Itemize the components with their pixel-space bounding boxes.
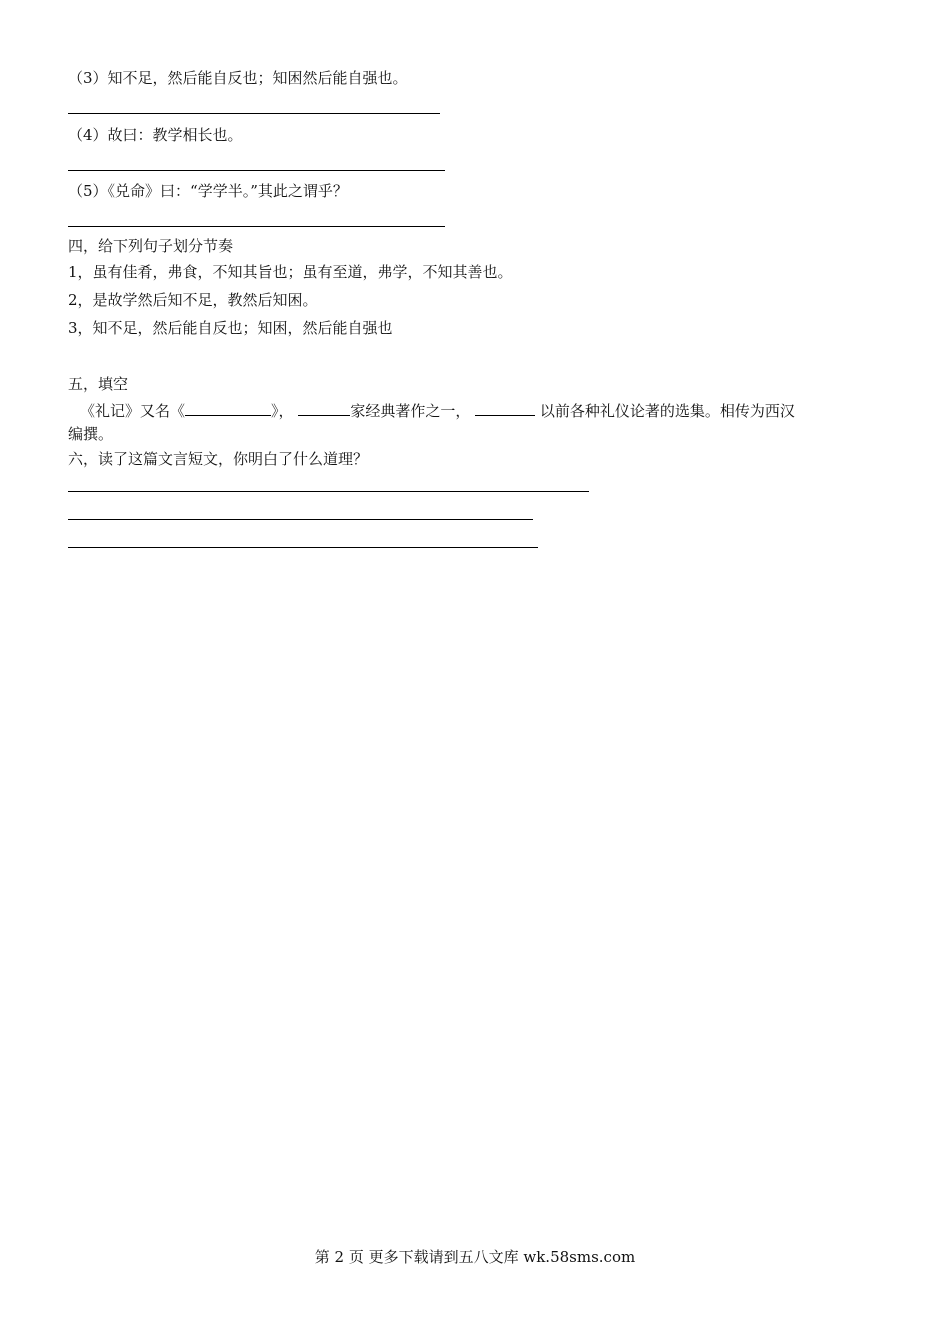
section-4-item-3: 3，知不足，然后能自反也；知困，然后能自强也	[68, 319, 393, 337]
fill-text-4: 以前各种礼仪论著的选集。相传为西汉	[535, 402, 795, 420]
fill-text-1: 《礼记》又名《	[80, 402, 186, 420]
answer-line-6c[interactable]	[68, 547, 538, 548]
fill-text-5: 编撰。	[68, 425, 114, 443]
answer-line-5[interactable]	[68, 226, 445, 227]
blank-alt-name[interactable]	[185, 399, 271, 416]
page-footer: 第 2 页 更多下载请到五八文库 wk.58sms.com	[314, 1248, 636, 1266]
question-4: （4）故曰：教学相长也。	[68, 126, 243, 144]
answer-line-4[interactable]	[68, 170, 445, 171]
question-3: （3）知不足，然后能自反也；知困然后能自强也。	[68, 69, 408, 87]
section-4-item-1: 1，虽有佳肴，弗食，不知其旨也；虽有至道，弗学，不知其善也。	[68, 263, 513, 281]
section-4-item-2: 2，是故学然后知不足，教然后知困。	[68, 291, 318, 309]
fill-text-2: 》，	[271, 402, 294, 420]
fill-in-sentence	[80, 399, 795, 421]
section-5-heading: 五，填空	[68, 375, 129, 393]
answer-line-6a[interactable]	[68, 491, 589, 492]
fill-text-3: 家经典著作之一，	[350, 402, 471, 420]
section-4-heading: 四，给下列句子划分节奏	[68, 237, 234, 255]
blank-school[interactable]	[298, 399, 350, 416]
question-5: （5）《兑命》曰：“学学半。”其此之谓乎？	[68, 182, 348, 200]
answer-line-3[interactable]	[68, 113, 440, 114]
blank-era[interactable]	[475, 399, 535, 416]
answer-line-6b[interactable]	[68, 519, 533, 520]
section-6-heading: 六，读了这篇文言短文，你明白了什么道理？	[68, 450, 369, 468]
